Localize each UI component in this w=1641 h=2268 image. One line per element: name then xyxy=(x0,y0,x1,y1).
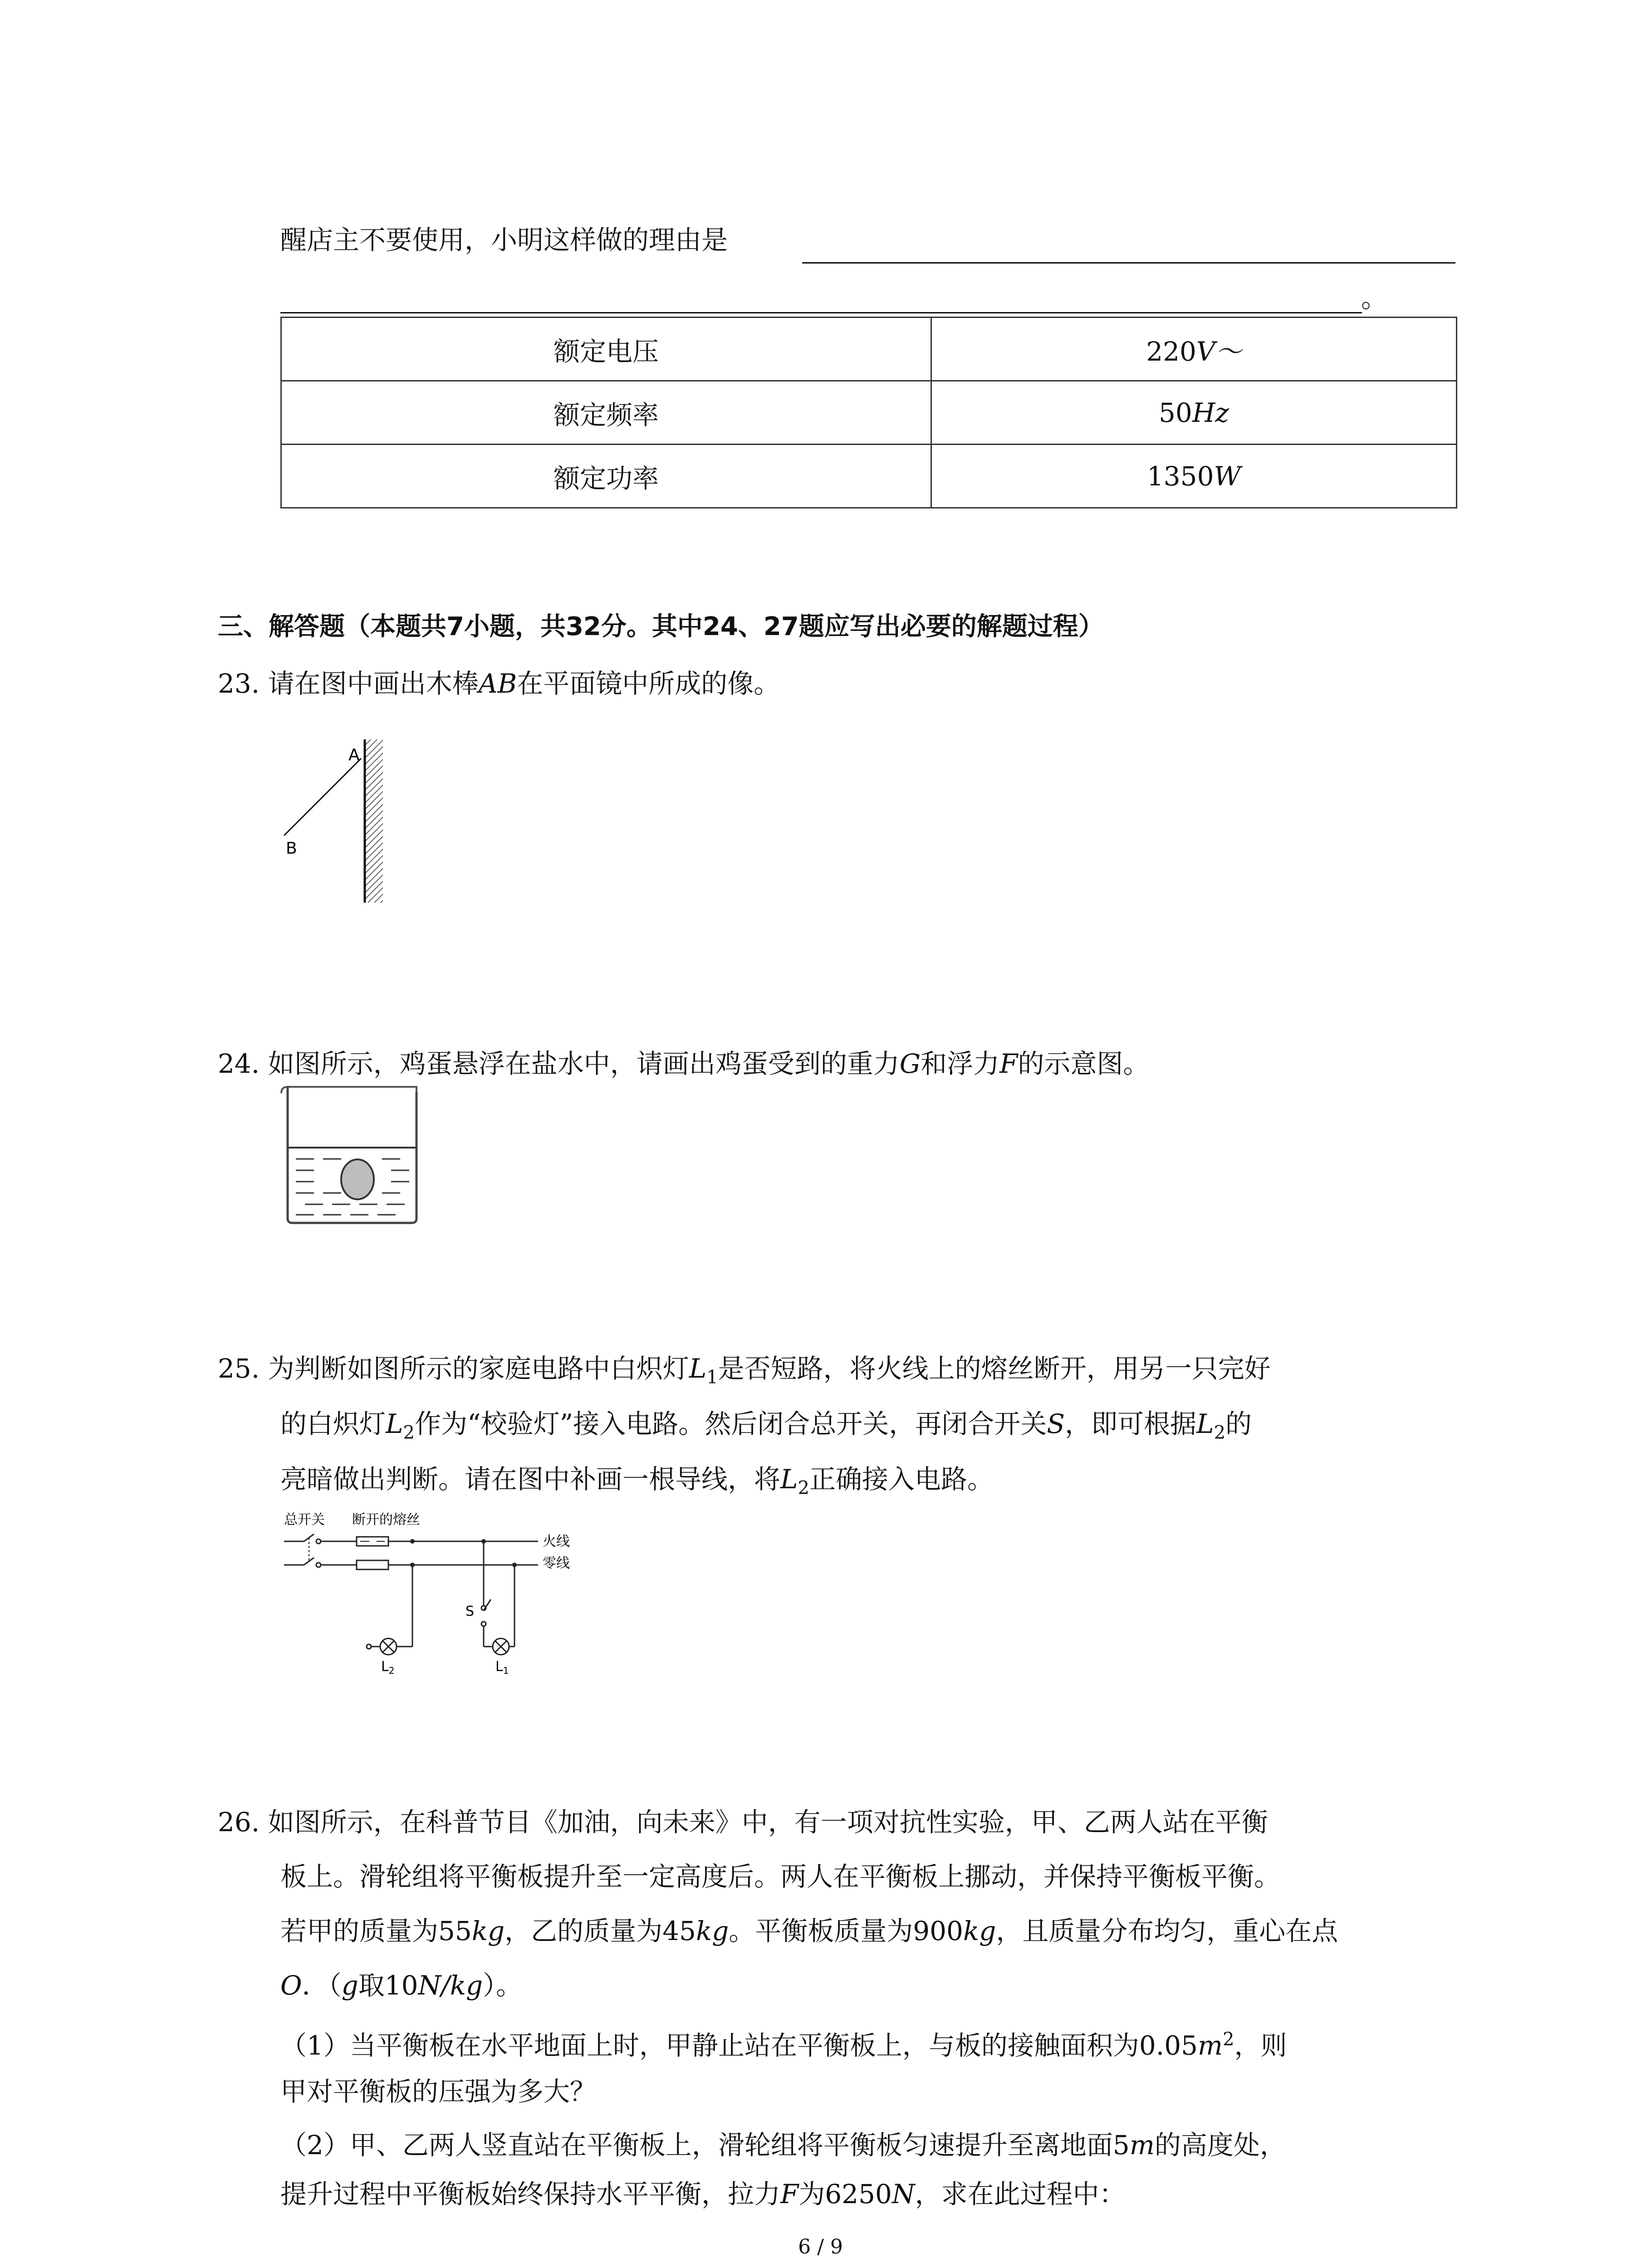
spec-table xyxy=(280,317,1457,508)
table-cell-label: 额定频率 xyxy=(281,381,931,445)
table-cell-label: 额定电压 xyxy=(281,318,931,381)
table-row xyxy=(281,445,1457,508)
broken-fuse-label: 断开的熔丝 xyxy=(352,1512,420,1528)
q23-mirror-figure xyxy=(272,735,408,907)
switch-s-blade xyxy=(484,1599,491,1610)
beaker-lip xyxy=(281,1087,416,1093)
fuse xyxy=(357,1560,388,1569)
q25-circuit-figure xyxy=(284,1510,611,1674)
table-cell-value: 50Hz xyxy=(931,381,1457,445)
beaker xyxy=(288,1087,416,1223)
label-b: B xyxy=(286,839,297,858)
q26-part1-line2: 甲对平衡板的压强为多大？ xyxy=(280,2076,597,2107)
q26-part2-line1: （2）甲、乙两人竖直站在平衡板上，滑轮组将平衡板匀速提升至离地面5m的高度处， xyxy=(280,2130,1286,2160)
q26-part1-line1: （1）当平衡板在水平地面上时，甲静止站在平衡板上，与板的接触面积为$0.05m^2$，则 xyxy=(280,2029,1287,2061)
q24-beaker-figure xyxy=(278,1084,427,1229)
q22-line: 醒店主不要使用，小明这样做的理由是 xyxy=(280,225,728,255)
stick-ab xyxy=(284,758,361,836)
junction-dot xyxy=(410,1539,415,1544)
l2-label: $L_2$ xyxy=(381,1659,395,1674)
label-a: A xyxy=(348,746,360,764)
answer-blank-1 xyxy=(802,262,1455,264)
l2-terminal xyxy=(367,1644,371,1649)
table-row xyxy=(281,318,1457,381)
q25-line3: 亮暗做出判断。请在图中补画一根导线，将$L_2$正确接入电路。 xyxy=(280,1464,994,1499)
terminal xyxy=(316,1539,321,1544)
q26-line4: O．（g取10N/kg）。 xyxy=(280,1970,523,2001)
table-cell-value: 1350W xyxy=(931,445,1457,508)
page-number: 6 / 9 xyxy=(798,2235,843,2258)
s-label: S xyxy=(465,1603,475,1619)
mirror-hatch xyxy=(366,739,383,903)
main-switch-label: 总开关 xyxy=(284,1512,325,1528)
egg xyxy=(341,1159,374,1199)
q23-text: 23. 请在图中画出木棒AB在平面镜中所成的像。 xyxy=(218,668,780,699)
end-mark: 。 xyxy=(1361,283,1388,313)
table-cell-label: 额定功率 xyxy=(281,445,931,508)
q26-part2-line2: 提升过程中平衡板始终保持水平平衡，拉力F为6250N，求在此过程中： xyxy=(280,2179,1126,2209)
q26-line2: 板上。滑轮组将平衡板提升至一定高度后。两人在平衡板上挪动，并保持平衡板平衡。 xyxy=(280,1861,1281,1892)
q26-line3: 若甲的质量为55kg，乙的质量为45kg。平衡板质量为900kg，且质量分布均匀，重心在点 xyxy=(280,1916,1338,1946)
table-row xyxy=(281,381,1457,445)
switch-s-terminal xyxy=(481,1622,486,1626)
l1-label: $L_1$ xyxy=(495,1659,509,1674)
live-label: 火线 xyxy=(543,1534,570,1549)
q24-text: 24. 如图所示，鸡蛋悬浮在盐水中，请画出鸡蛋受到的重力G和浮力F的示意图。 xyxy=(218,1048,1150,1079)
q25-line2: 的白炽灯$L_2$作为“校验灯”接入电路。然后闭合总开关，再闭合开关S，即可根据$L_2$的 xyxy=(280,1408,1252,1443)
section-title: 三、解答题（本题共7小题，共32分。其中24、27题应写出必要的解题过程） xyxy=(218,612,1104,641)
q26-line1: 26. 如图所示，在科普节目《加油，向未来》中，有一项对抗性实验，甲、乙两人站在平衡 xyxy=(218,1807,1268,1838)
q25-line1: 25. 为判断如图所示的家庭电路中白炽灯$L_1$是否短路，将火线上的熔丝断开，用另一只完好 xyxy=(218,1353,1271,1388)
terminal xyxy=(316,1563,321,1567)
neutral-label: 零线 xyxy=(543,1555,570,1571)
table-cell-value: 220V～ xyxy=(931,318,1457,381)
answer-blank-2 xyxy=(280,312,1362,313)
